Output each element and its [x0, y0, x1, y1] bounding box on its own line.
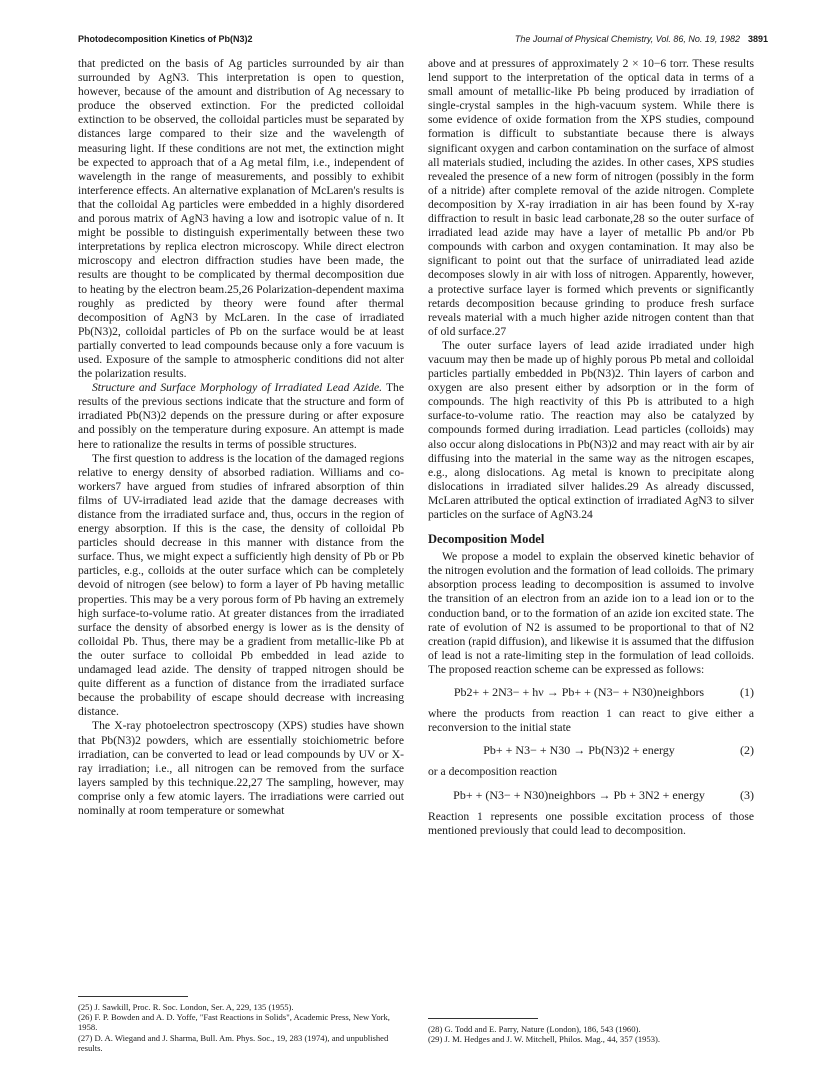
equation-expression: Pb+ + (N3− + N30)neighbors → Pb + 3N2 + energy	[453, 787, 705, 802]
paragraph: or a decomposition reaction	[428, 765, 558, 779]
equation-number: (1)	[740, 685, 754, 700]
run-in-heading: Structure and Surface Morphology of Irradiated Lead Azide.	[92, 381, 383, 395]
equation-expression: Pb2+ + 2N3− + hν → Pb+ + (N3− + N30)neighbors	[453, 685, 705, 700]
footnote: (27) D. A. Wiegand and J. Sharma, Bull. Am. Phys. Soc., 19, 283 (1974), and unpublished results.	[78, 1032, 389, 1053]
equation-1	[428, 685, 754, 699]
paragraph: above and at pressures of approximately 2 × 10−6 torr. These results lend support to the interpretation of the optical data in terms of a small amount of metallic-like Pb being produced by irradiation of single-crystal samples in the high-vacuum system. While there is some evidence of oxide formation from the XPS studies, compound formation is difficult to substantiate because there is always significant oxygen and carbon contamination on the surface of almost all materials studied, including the azides. In other cases, XPS studies revealed the presence of a new form of nitrogen (possibly in the form of a nitride) after complete removal of the azide nitrogen. Complete decomposition by X-ray irradiation in air has been found by X-ray diffraction to result in basic lead carbonate,28 so the outer surface of irradiated lead azide may have a layer of metallic Pb and/or Pb compounds with carbon and oxygen contamination. It may also be significant to point out that the surface of unirradiated lead azide decomposes slowly in air with loss of nitrogen. Apparently, however, a protective surface layer is formed which prevents or significantly retards decomposition because grinding to produce fresh surface reveals material with a much higher azide nitrogen content than that of old surface.27	[428, 57, 754, 338]
paragraph: Reaction 1 represents one possible excitation process of those mentioned previously that could lead to decomposition.	[428, 809, 754, 837]
paragraph: The outer surface layers of lead azide irradiated under high vacuum may then be made up of highly porous Pb metal and colloidal particles partially embedded in Pb(N3)2. Thin layers of carbon and oxygen are also present either by adsorption or in the form of compounds. The high reactivity of this Pb is attributed to a high surface-to-volume ratio. The reaction may also be catalyzed by compounds formed during irradiation. Lead particles (colloids) may also occur along dislocations in Pb(N3)2 and may react with air by air diffusing into the material in the same way as the nitrogen escapes, e.g., along dislocations. Ag metal is known to precipitate along dislocations in irradiated silver halides.29 As already discussed, McLaren attributed the optical extinction of irradiated AgN3 to silver particles on the surface of AgN3.24	[428, 338, 754, 521]
footnote: (25) J. Sawkill, Proc. R. Soc. London, Ser. A, 229, 135 (1955).	[78, 1002, 294, 1012]
paragraph: The X-ray photoelectron spectroscopy (XPS) studies have shown that Pb(N3)2 powders, which are essentially stoichiometric before irradiation, can be converted to lead or lead compounds by UV or X-ray irradiation; i.e., all nitrogen can be removed from the surface layers sampled by this technique.22,27 The sampling, however, may comprise only a few atomic layers. The irradiations were carried out nominally at room temperature or somewhat	[78, 719, 404, 817]
footnote: (29) J. M. Hedges and J. W. Mitchell, Philos. Mag., 44, 357 (1953).	[428, 1034, 661, 1045]
equation-number: (3)	[740, 787, 754, 802]
equation-number: (2)	[740, 743, 754, 758]
equation-3	[428, 788, 754, 802]
paragraph: where the products from reaction 1 can react to give either a reconversion to the initial state	[428, 707, 754, 735]
equation-2	[428, 743, 754, 757]
header-title: Photodecomposition Kinetics of Pb(N3)2	[78, 34, 253, 44]
footnotes-right	[428, 1018, 754, 1044]
paragraph: Structure and Surface Morphology of Irradiated Lead Azide. The results of the previous sections indicate that the structure and form of irradiated Pb(N3)2 depends on the pressure during or after exposure and possibly on the temperature during exposure. An attempt is made here to rationalize the results in terms of possible structures.	[78, 381, 404, 451]
header-journal: The Journal of Physical Chemistry, Vol. 86, No. 19, 1982 3891	[514, 34, 768, 44]
right-column	[428, 57, 754, 838]
paragraph: that predicted on the basis of Ag particles surrounded by air than surrounded by AgN3. This interpretation is open to question, however, because of the amount and distribution of Ag necessary to produce the observed extinction. For the predicted colloidal extinction to be observed, the colloidal particles must be separated by distances large compared to their size and the wavelength of measuring light. If these conditions are not met, the extinction might be expected to approach that of a Ag metal film, i.e., independent of wavelength in the range of measurements, and possibly to exhibit interference effects. An alternative explanation of McLaren's results is that the colloidal Ag particles were embedded in a highly disordered and porous matrix of AgN3 having a low and isotropic value of n. It might be possible to distinguish experimentally between these two interpretations by replica electron microscopy. While direct electron microscopy and electron diffraction studies have been made, the results are thought to be complicated by thermal decomposition due to heating by the electron beam.25,26 Polarization-dependent maxima roughly as predicted by theory were found after thermal decomposition of AgN3 by McLaren. In the case of irradiated Pb(N3)2, colloidal particles of Pb on the surface would be at least partially converted to lead compounds because only a fore vacuum is used. Exposure of the sample to atmospheric conditions did not alter the polarization results.	[78, 57, 404, 381]
page-number: 3891	[747, 34, 768, 44]
paragraph: We propose a model to explain the observed kinetic behavior of the nitrogen evolution and the formation of lead colloids. The primary absorption process leading to decomposition is assumed to involve the transition of an electron from an azide ion to a lead ion or to the conduction band, or to the formation of an azide ion excited state. The rate of evolution of N2 is assumed to be proportional to that of N2 creation (rapid diffusion), and likewise it is assumed that the diffusion of lead is not a rate-limiting step in the formulation of lead colloids. The proposed reaction scheme can be expressed as follows:	[428, 550, 754, 676]
running-header	[78, 34, 768, 48]
footnotes-left	[78, 996, 404, 1053]
footnote: (28) G. Todd and E. Parry, Nature (London), 186, 543 (1960).	[428, 1024, 641, 1034]
footnote-rule	[78, 996, 188, 997]
footnote-rule	[428, 1018, 538, 1019]
left-column	[78, 57, 404, 818]
section-title: Decomposition Model	[428, 532, 545, 547]
footnote: (26) F. P. Bowden and A. D. Yoffe, "Fast Reactions in Solids", Academic Press, New York, 1958.	[78, 1012, 390, 1033]
paragraph: The first question to address is the location of the damaged regions relative to energy density of absorbed radiation. Williams and co-workers7 have argued from studies of infrared absorption of thin films of UV-irradiated lead azide that the damage decreases with distance from the irradiated surface and, thus, occurs in the region of energy absorption. If this is the case, the density of colloidal Pb particles should decrease in this manner with distance from the surface. Thus, we might expect a sufficiently high density of Pb or Pb particles, e.g., colloids at the outer surface which can be completely devoid of nitrogen (see below) to form a layer of Pb having metallic properties. This may be a very porous form of Pb having an extremely high surface-to-volume ratio. At greater distances from the irradiated surface the density of absorbed energy is lower as is the density of colloidal Pb. Thus, there may be a gradient from metallic-like Pb at the outer surface to colloidal Pb embedded in lead azide to undamaged lead azide. The density of trapped nitrogen should be quite different as a function of distance from the irradiated surface because the probability of escape should decrease with increasing distance.	[78, 451, 404, 719]
equation-expression: Pb+ + N3− + N30 → Pb(N3)2 + energy	[483, 743, 675, 758]
